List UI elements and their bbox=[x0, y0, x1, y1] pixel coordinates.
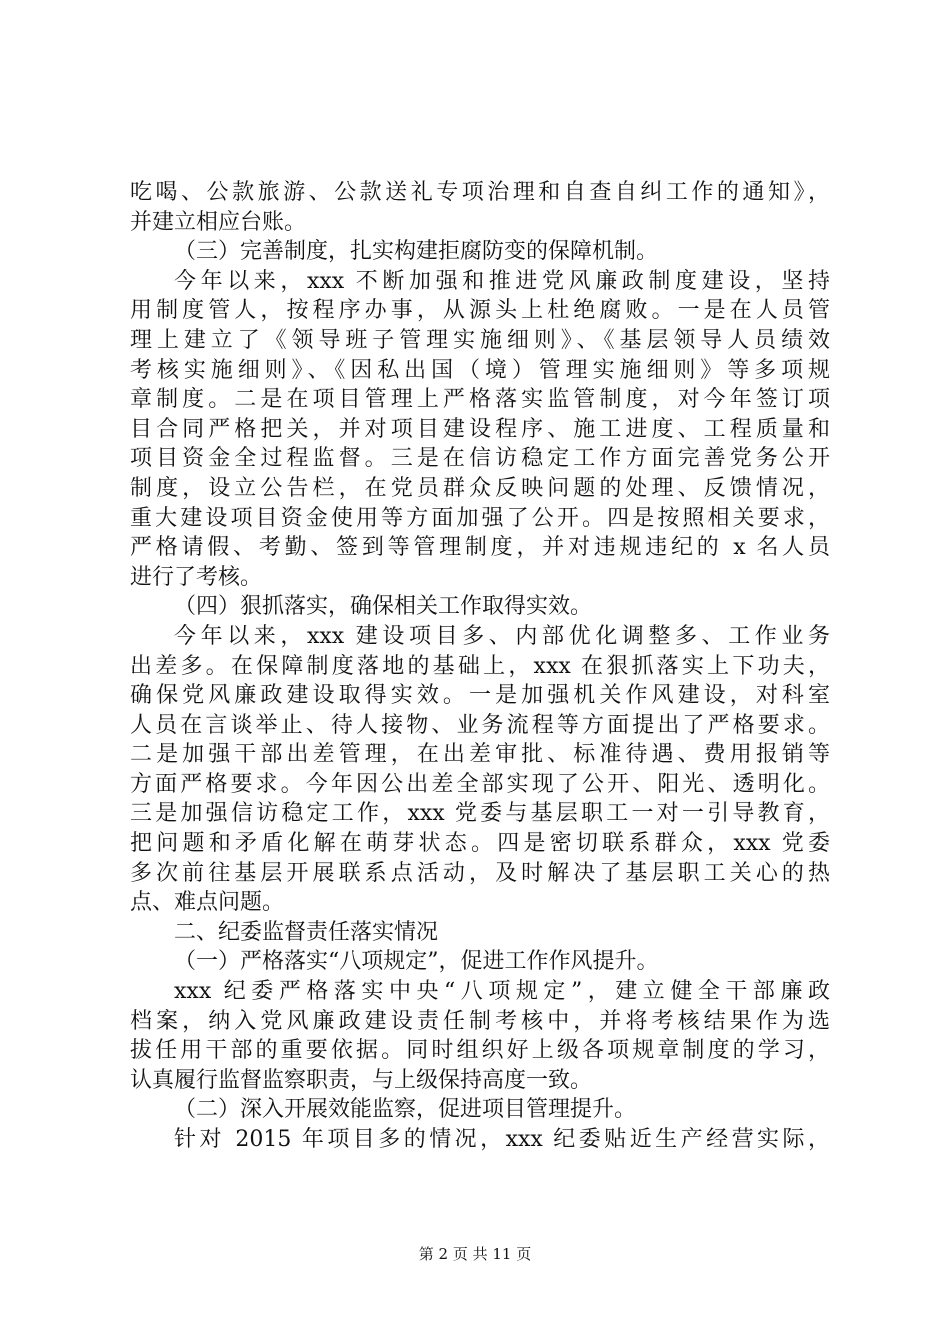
text-line: 针对 2015 年项目多的情况，xxx 纪委贴近生产经营实际， bbox=[174, 1127, 830, 1152]
text-line: 今年以来，xxx 不断加强和推进党风廉政制度建设，坚持 bbox=[174, 268, 830, 294]
text-line: 理上建立了《领导班子管理实施细则》、《基层领导人员绩效 bbox=[130, 327, 830, 353]
text-line: 出差多。在保障制度落地的基础上，xxx 在狠抓落实上下功夫， bbox=[130, 653, 830, 679]
text-line: 考核实施细则》、《因私出国（境）管理实施细则》等多项规 bbox=[130, 357, 830, 383]
text-line: （三）完善制度，扎实构建拒腐防变的保障机制。 bbox=[174, 239, 659, 265]
text-line: 把问题和矛盾化解在萌芽状态。四是密切联系群众，xxx 党委 bbox=[130, 831, 830, 857]
page-footer bbox=[0, 1244, 950, 1264]
text-line: 进行了考核。 bbox=[130, 564, 263, 590]
text-line: 拔任用干部的重要依据。同时组织好上级各项规章制度的学习， bbox=[130, 1038, 830, 1064]
text-line: 今年以来，xxx 建设项目多、内部优化调整多、工作业务 bbox=[174, 623, 830, 649]
text-line: 确保党风廉政建设取得实效。一是加强机关作风建设，对科室 bbox=[130, 683, 830, 709]
text-line: 认真履行监督监察职责，与上级保持高度一致。 bbox=[130, 1067, 593, 1093]
text-line: 项目资金全过程监督。三是在信访稳定工作方面完善党务公开 bbox=[130, 446, 830, 472]
document-body bbox=[130, 178, 830, 1155]
text-line: 并建立相应台账。 bbox=[130, 209, 307, 235]
text-line: 档案，纳入党风廉政建设责任制考核中，并将考核结果作为选 bbox=[130, 1008, 830, 1034]
text-line: 方面严格要求。今年因公出差全部实现了公开、阳光、透明化。 bbox=[130, 771, 830, 797]
text-line: （二）深入开展效能监察，促进项目管理提升。 bbox=[174, 1097, 637, 1123]
page-number: 第 2 页 共 11 页 bbox=[418, 1245, 532, 1263]
text-line: 吃喝、公款旅游、公款送礼专项治理和自查自纠工作的通知》， bbox=[130, 180, 830, 205]
text-line: 二是加强干部出差管理，在出差审批、标准待遇、费用报销等 bbox=[130, 742, 830, 768]
text-line: 严格请假、考勤、签到等管理制度，并对违规违纪的 x 名人员 bbox=[130, 535, 830, 561]
text-line: 二、纪委监督责任落实情况 bbox=[174, 919, 439, 945]
text-line: （一）严格落实“八项规定”，促进工作作风提升。 bbox=[174, 949, 659, 975]
text-line: 用制度管人，按程序办事，从源头上杜绝腐败。一是在人员管 bbox=[130, 298, 830, 324]
text-line: 三是加强信访稳定工作，xxx 党委与基层职工一对一引导教育， bbox=[130, 801, 830, 827]
text-line: 点、难点问题。 bbox=[130, 890, 285, 916]
text-line: xxx 纪委严格落实中央“八项规定”，建立健全干部廉政 bbox=[174, 979, 830, 1005]
text-line: 多次前往基层开展联系点活动，及时解决了基层职工关心的热 bbox=[130, 860, 830, 886]
text-line: 章制度。二是在项目管理上严格落实监管制度，对今年签订项 bbox=[130, 387, 830, 413]
text-line: 人员在言谈举止、待人接物、业务流程等方面提出了严格要求。 bbox=[130, 712, 830, 738]
text-line: 制度，设立公告栏，在党员群众反映问题的处理、反馈情况， bbox=[130, 475, 830, 501]
text-line: 目合同严格把关，并对项目建设程序、施工进度、工程质量和 bbox=[130, 416, 830, 442]
text-line: 重大建设项目资金使用等方面加强了公开。四是按照相关要求， bbox=[130, 505, 830, 531]
text-line: （四）狠抓落实，确保相关工作取得实效。 bbox=[174, 594, 593, 620]
